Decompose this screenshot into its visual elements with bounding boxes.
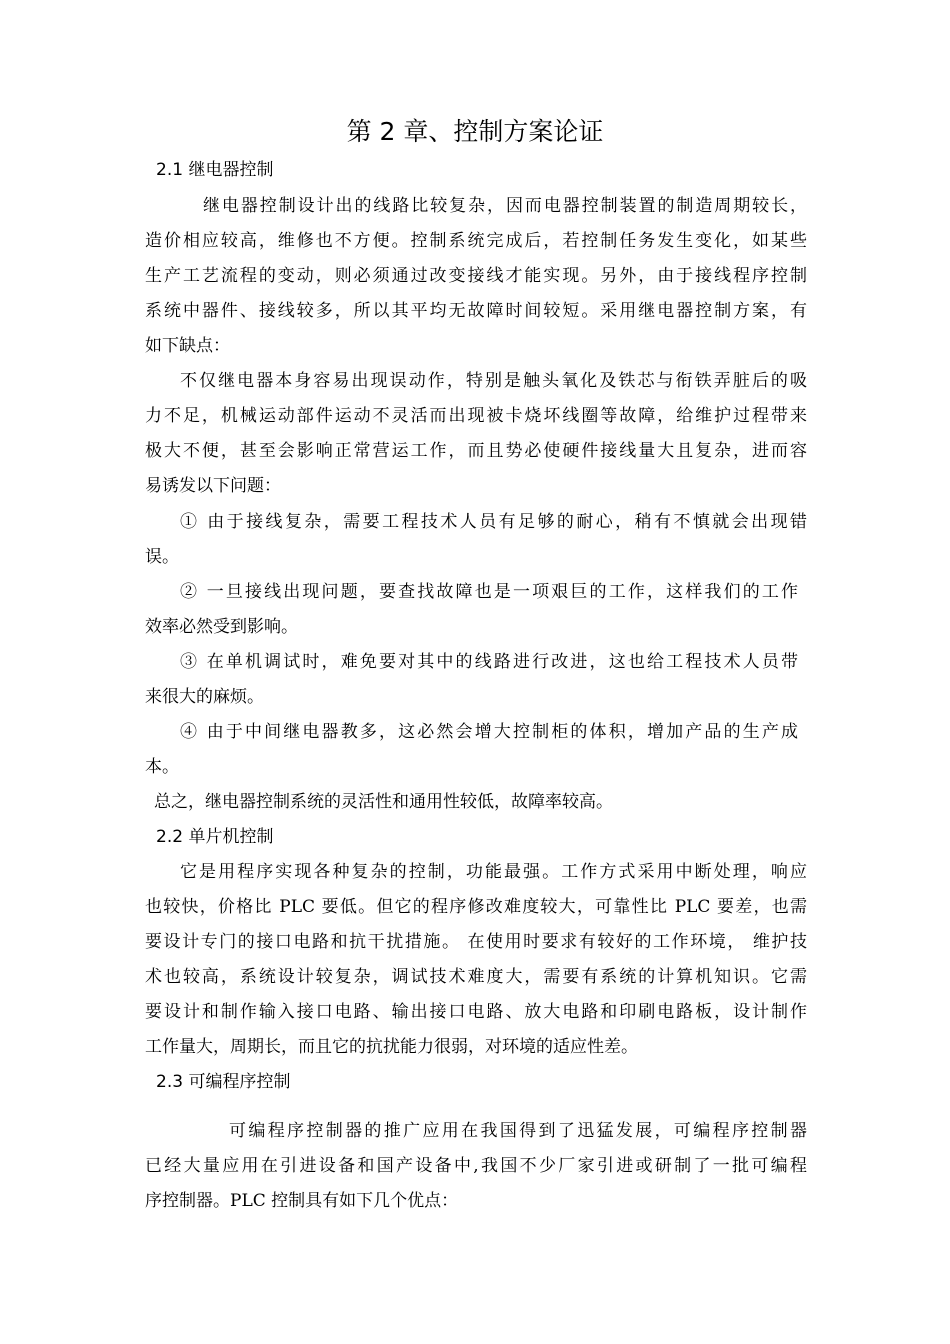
section-heading-2-2: 2.2 单片机控制 [156,827,274,847]
text-line: 系统中器件、接线较多，所以其平均无故障时间较短。采用继电器控制方案，有 [145,301,807,321]
text-line: 力不足，机械运动部件运动不灵活而出现被卡烧坏线圈等故障，给维护过程带来 [145,406,807,426]
text-line: 误。 [145,547,179,567]
text-line: 术也较高，系统设计较复杂，调试技术难度大，需要有系统的计算机知识。它需 [145,967,807,987]
text-line: 造价相应较高，维修也不方便。控制系统完成后，若控制任务发生变化，如某些 [145,231,807,251]
text-line: 已经大量应用在引进设备和国产设备中,我国不少厂家引进或研制了一批可编程 [145,1156,807,1176]
text-line: 易诱发以下问题： [145,476,281,496]
text-line: 来很大的麻烦。 [145,687,264,707]
text-line: 工作量大，周期长，而且它的抗扰能力很弱，对环境的适应性差。 [145,1037,638,1057]
text-line: ④ 由于中间继电器教多，这必然会增大控制柜的体积，增加产品的生产成 [180,722,798,742]
text-line: 也较快，价格比 PLC 要低。但它的程序修改难度较大，可靠性比 PLC 要差，也需 [145,897,807,917]
text-line: ② 一旦接线出现问题，要查找故障也是一项艰巨的工作，这样我们的工作 [180,582,798,602]
text-line: 极大不便，甚至会影响正常营运工作，而且势必使硬件接线量大且复杂，进而容 [145,441,807,461]
section-heading-2-1: 2.1 继电器控制 [156,160,274,180]
text-line: 本。 [145,757,179,777]
chapter-title: 第 2 章、控制方案论证 [346,117,604,146]
text-line: 继电器控制设计出的线路比较复杂，因而电器控制装置的制造周期较长， [203,196,807,216]
text-line: 要设计和制作输入接口电路、输出接口电路、放大电路和印刷电路板，设计制作 [145,1002,807,1022]
text-line: 生产工艺流程的变动，则必须通过改变接线才能实现。另外，由于接线程序控制 [145,266,807,286]
text-line: 它是用程序实现各种复杂的控制，功能最强。工作方式采用中断处理，响应 [180,862,807,882]
text-line: 不仅继电器本身容易出现误动作，特别是触头氧化及铁芯与衔铁弄脏后的吸 [180,371,807,391]
text-line: ① 由于接线复杂，需要工程技术人员有足够的耐心，稍有不慎就会出现错 [180,512,807,532]
text-line: 序控制器。PLC 控制具有如下几个优点： [145,1191,459,1211]
section-heading-2-3: 2.3 可编程序控制 [156,1072,291,1092]
text-line: 效率必然受到影响。 [145,617,298,637]
text-line: ③ 在单机调试时，难免要对其中的线路进行改进，这也给工程技术人员带 [180,652,798,672]
text-line: 要设计专门的接口电路和抗干扰措施。 在使用时要求有较好的工作环境， 维护技 [145,932,807,952]
text-line: 可编程序控制器的推广应用在我国得到了迅猛发展，可编程序控制器 [229,1121,807,1141]
summary-line: 总之，继电器控制系统的灵活性和通用性较低，故障率较高。 [154,792,613,812]
text-line: 如下缺点： [145,336,230,356]
